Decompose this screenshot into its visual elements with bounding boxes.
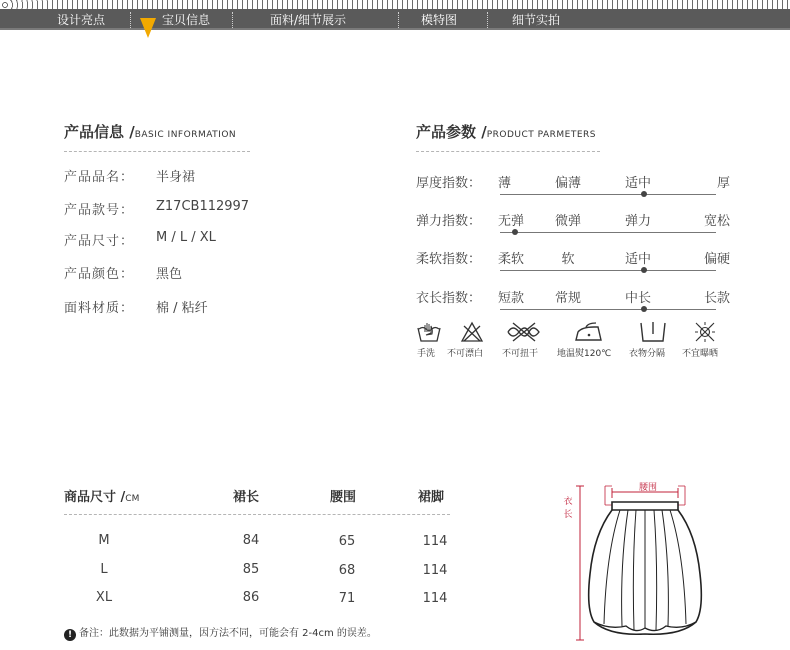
nav-item-detail[interactable]: 细节实拍 xyxy=(512,13,561,27)
basic-info-title xyxy=(64,121,236,142)
size-header-hem: 裙脚 xyxy=(418,490,445,505)
nav-item-design[interactable]: 设计亮点 xyxy=(57,13,106,27)
param-option: 柔软 xyxy=(498,252,525,267)
info-value-size: M / L / XL xyxy=(156,230,216,245)
no-wring-icon xyxy=(505,320,543,344)
info-value-name: 半身裙 xyxy=(156,170,196,185)
low-iron-icon xyxy=(572,320,606,344)
param-option: 偏硬 xyxy=(703,252,730,267)
divider xyxy=(64,151,250,152)
param-selected-dot xyxy=(641,267,647,273)
param-option: 无弹 xyxy=(498,214,525,229)
size-table-unit: CM xyxy=(125,494,140,504)
params-title-text: 产品参数 / xyxy=(416,123,487,141)
nav-item-product-info[interactable]: 宝贝信息 xyxy=(162,13,211,27)
no-sun-dry-icon xyxy=(692,320,718,344)
param-option: 弹力 xyxy=(624,214,651,229)
size-cell: 114 xyxy=(422,563,448,578)
size-row-label: XL xyxy=(95,590,113,605)
care-label-no-sun: 不宜曝晒 xyxy=(682,349,719,359)
top-navigation xyxy=(0,0,790,31)
size-row-label: L xyxy=(100,562,108,577)
size-cell: 84 xyxy=(242,533,260,548)
param-option: 适中 xyxy=(624,176,651,191)
nav-item-model[interactable]: 模特图 xyxy=(421,13,458,27)
nav-separator xyxy=(130,12,131,28)
size-cell: 85 xyxy=(242,562,260,577)
info-label-color: 产品颜色： xyxy=(64,267,135,282)
nav-separator xyxy=(398,12,399,28)
param-option: 长款 xyxy=(703,291,730,306)
param-option: 软 xyxy=(561,252,575,267)
divider xyxy=(416,151,600,152)
diagram-length-label: 衣长 xyxy=(563,497,573,520)
params-subtitle: PRODUCT PARMETERS xyxy=(486,130,596,140)
info-value-sku: Z17CB112997 xyxy=(156,199,250,214)
size-header-length: 裙长 xyxy=(233,490,260,505)
param-option: 厚 xyxy=(716,176,730,191)
size-table-title-text: 商品尺寸 / xyxy=(64,490,126,505)
param-selected-dot xyxy=(641,306,647,312)
param-option: 适中 xyxy=(624,252,651,267)
size-cell: 114 xyxy=(422,534,448,549)
size-row-label: M xyxy=(98,533,110,548)
skirt-diagram xyxy=(570,474,720,644)
param-scale-line xyxy=(500,232,716,233)
measurement-note xyxy=(64,624,377,641)
param-label: 衣长指数： xyxy=(416,291,482,306)
diagram-waist-label: 腰围 xyxy=(639,483,658,493)
param-option: 中长 xyxy=(624,291,651,306)
info-value-color: 黑色 xyxy=(156,267,183,282)
info-value-material: 棉 / 粘纤 xyxy=(156,301,208,316)
size-table-title xyxy=(64,486,139,505)
nav-active-arrow-icon xyxy=(140,18,156,38)
care-label-no-wring: 不可扭干 xyxy=(502,349,539,359)
info-label-material: 面料材质： xyxy=(64,301,135,316)
nav-separator xyxy=(232,12,233,28)
size-cell: 86 xyxy=(242,590,260,605)
info-label-size: 产品尺寸： xyxy=(64,234,135,249)
size-cell: 68 xyxy=(338,563,356,578)
nav-item-fabric[interactable]: 面料/细节展示 xyxy=(270,13,347,27)
divider xyxy=(64,514,450,515)
basic-info-subtitle: BASIC INFORMATION xyxy=(134,130,237,140)
param-option: 常规 xyxy=(554,291,581,306)
hand-wash-icon xyxy=(416,320,442,344)
care-label-separate: 衣物分隔 xyxy=(629,349,666,359)
param-scale-line xyxy=(500,194,716,195)
care-label-hand-wash: 手洗 xyxy=(417,349,436,359)
size-cell: 65 xyxy=(338,534,356,549)
param-option: 薄 xyxy=(498,176,512,191)
measurement-note-text: 备注：此数据为平铺测量，因方法不同，可能会有 2-4cm 的误差。 xyxy=(79,628,377,639)
param-option: 微弹 xyxy=(554,214,581,229)
size-header-waist: 腰围 xyxy=(330,490,357,505)
param-selected-dot xyxy=(641,191,647,197)
param-selected-dot xyxy=(512,229,518,235)
nav-bar xyxy=(0,9,790,30)
nav-separator xyxy=(487,12,488,28)
size-cell: 114 xyxy=(422,591,448,606)
param-option: 偏薄 xyxy=(554,176,581,191)
exclamation-icon: ! xyxy=(64,629,76,641)
param-option: 宽松 xyxy=(703,214,730,229)
size-cell: 71 xyxy=(338,591,356,606)
params-title xyxy=(416,121,596,142)
param-label: 柔软指数： xyxy=(416,252,482,267)
info-label-name: 产品品名： xyxy=(64,170,135,185)
param-label: 弹力指数： xyxy=(416,214,482,229)
param-scale-line xyxy=(500,270,716,271)
param-scale-line xyxy=(500,309,716,310)
care-label-low-iron: 地温熨120℃ xyxy=(557,349,612,359)
separate-wash-icon xyxy=(638,320,668,344)
param-option: 短款 xyxy=(498,291,525,306)
info-label-sku: 产品款号： xyxy=(64,203,135,218)
no-bleach-icon xyxy=(459,320,485,344)
basic-info-title-text: 产品信息 / xyxy=(64,123,135,141)
param-label: 厚度指数： xyxy=(416,176,482,191)
care-label-no-bleach: 不可漂白 xyxy=(447,349,484,359)
